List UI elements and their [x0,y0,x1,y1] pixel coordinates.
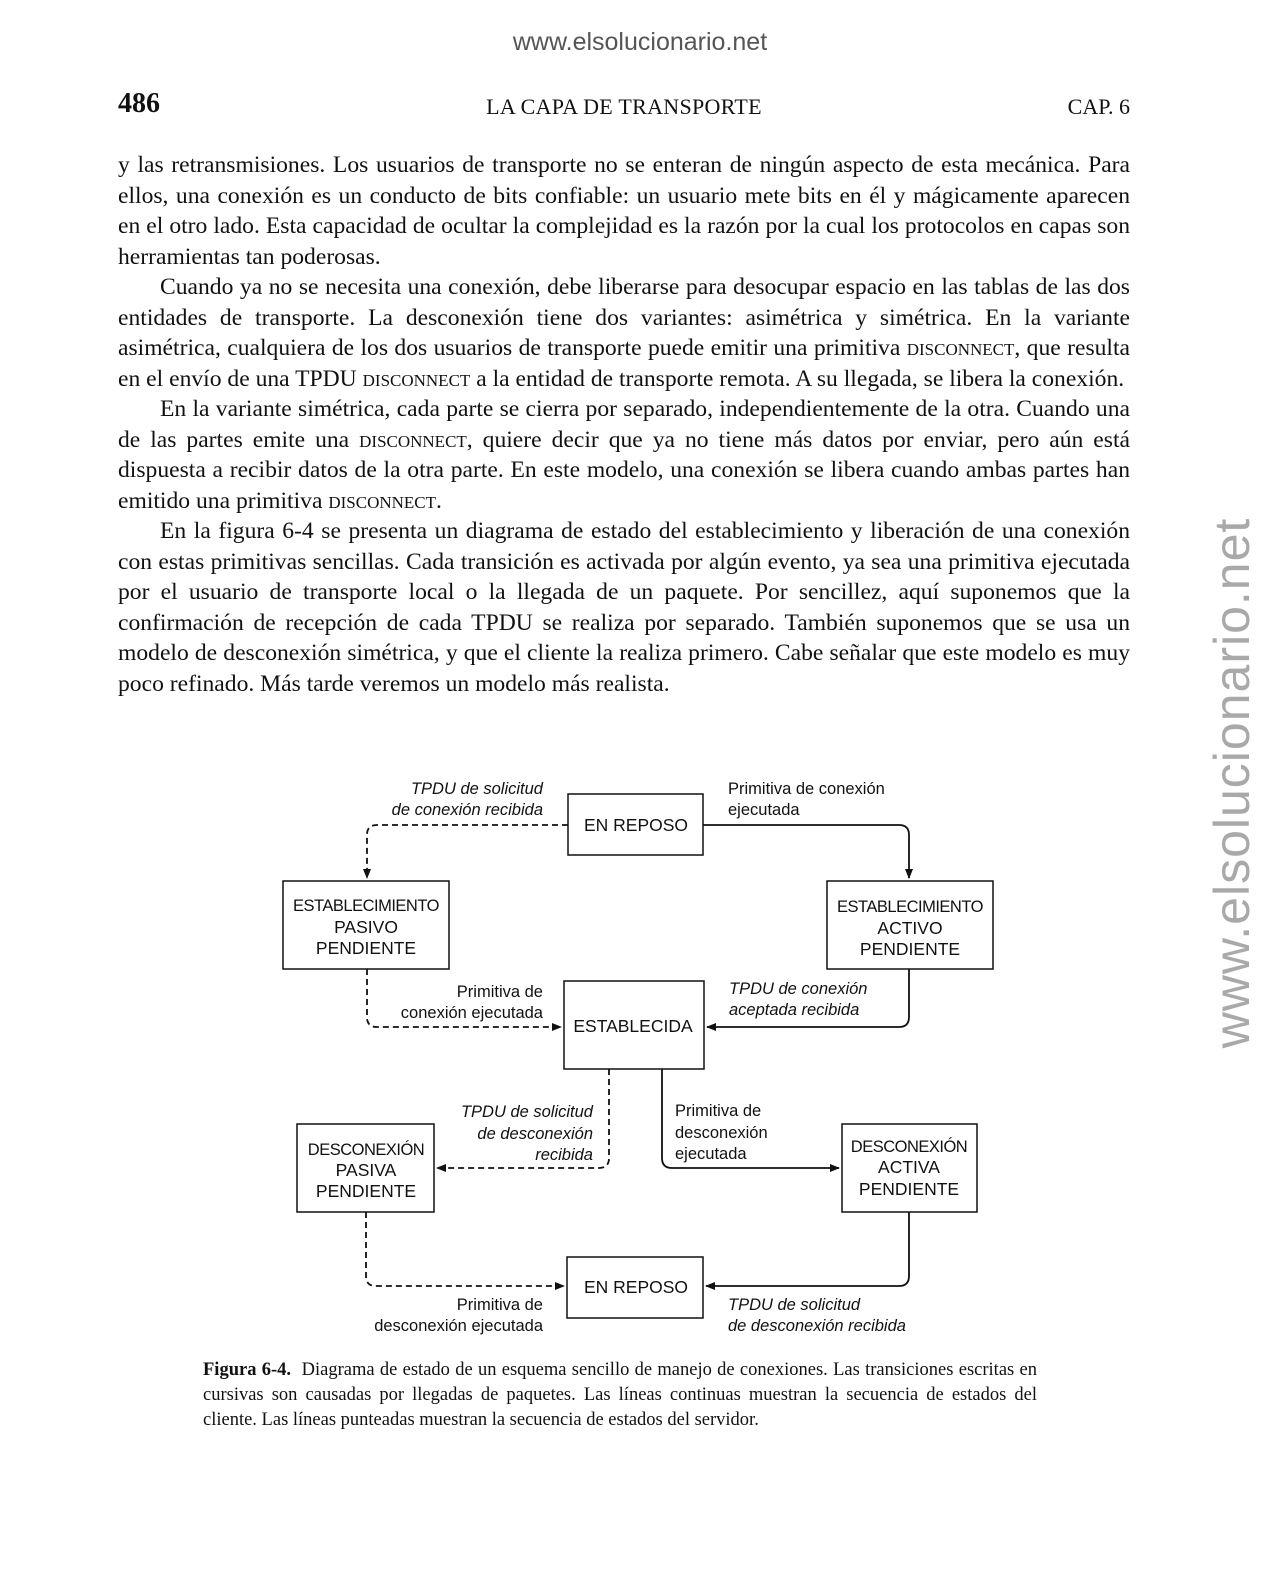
state-active-est-line3: PENDIENTE [859,939,961,959]
state-active-est-line1: ESTABLECIMIENTO [837,898,983,916]
chapter-title: LA CAPA DE TRANSPORTE [486,94,762,119]
paragraph-2: Cuando ya no se necesita una conexión, debe liberarse para desocupar espacio en las tablas de las dos entidades de transporte. La desconexión tiene dos variantes: asimétrica y simétrica. En la variante asimétrica, cualquiera de los dos usuarios de transporte puede emitir una primitiva disconnect, que resulta en el envío de una TPDU disconnect a la entidad de transporte remota. A su llegada, se libera la conexión. [118,274,1131,392]
state-active-disc-line2: ACTIVA [878,1157,940,1177]
paragraph-1: y las retransmisiones. Los usuarios de transporte no se enteran de ningún aspecto de esta mecánica. Para ellos, una conexión es un conducto de bits confiable: un usuario mete bits en él y mágicamente aparecen en el otro lado. Esta capacidad de ocultar la complejidad es la razón por la cual los protocolos en capas son herramientas tan poderosas. [118,152,1130,270]
arrow-conn-prim-exec [703,825,909,878]
arrow-passive-disc-prim [366,1212,564,1286]
smallcaps-term: disconnect [362,365,471,392]
chapter-label: CAP. 6 [1067,94,1130,119]
label-conn-acc-recv-line2: aceptada recibida [729,1001,860,1019]
label-conn-req-recv-line2: de conexión recibida [391,801,543,819]
state-diagram-figure [270,770,1010,1350]
smallcaps-term: disconnect [328,487,437,514]
paragraph-3: En la variante simétrica, cada parte se cierra por separado, independientemente de la otra. Cuando una de las partes emite una disconnect, quiere decir que ya no tiene más datos por enviar, pero aún está dispuesta a recibir datos de la otra parte. En este modelo, una conexión se libera cuando ambas partes han emitido una primitiva disconnect. [118,396,1130,514]
caption-text: Diagrama de estado de un esquema sencillo de manejo de conexiones. Las transiciones escritas en cursivas son causadas por llegadas de paquetes. Las líneas continuas muestran la secuencia de estados del cliente. Las líneas punteadas muestran la secuencia de estados del servidor. [203,1360,1037,1430]
state-idle-bottom: EN REPOSO [583,1277,689,1297]
state-passive-est-line1: ESTABLECIMIENTO [293,897,439,915]
state-established: ESTABLECIDA [573,1016,693,1036]
label-disc-req-recv-line1: TPDU de solicitud [460,1103,593,1121]
label-passive-conn-prim-line1: Primitiva de [456,983,543,1001]
state-active-disc-line1: DESCONEXIÓN [850,1138,968,1156]
caption-label: Figura 6-4. [203,1360,292,1380]
arrow-conn-req-recv [367,825,568,878]
paragraph-4: En la figura 6-4 se presenta un diagrama de estado del establecimiento y liberación de una conexión con estas primitivas sencillas. Cada transición es activada por algún evento, ya sea una primitiva ejecutada por el usuario de transporte local o la llegada de un paquete. Por sencillez, aquí suponemos que la confirmación de recepción de cada TPDU se realiza por separado. También suponemos que se usa un modelo de desconexión simétrica, y que el cliente la realiza primero. Cabe señalar que este modelo es muy poco refinado. Más tarde veremos un modelo más realista. [118,518,1130,697]
state-idle-top: EN REPOSO [583,815,689,835]
state-passive-est-line3: PENDIENTE [315,938,417,958]
state-passive-est-line2: PASIVO [334,917,398,937]
running-head [118,88,1130,122]
label-disc-req-recv-line2: de desconexión [477,1125,593,1143]
body-text [118,150,1130,699]
label-conn-req-recv-line1: TPDU de solicitud [410,780,543,798]
label-disc-prim-exec-line3: ejecutada [675,1145,747,1163]
smallcaps-term: disconnect [906,335,1015,361]
label-disc-req-recv-line3: recibida [535,1146,593,1164]
label-final-disc-recv-line1: TPDU de solicitud [728,1296,861,1314]
state-active-est-line2: ACTIVO [877,918,943,938]
label-final-disc-recv-line2: de desconexión recibida [728,1317,906,1335]
state-passive-disc-line3: PENDIENTE [315,1181,417,1201]
label-passive-disc-prim-line1: Primitiva de [456,1296,543,1314]
label-conn-acc-recv-line1: TPDU de conexión [729,980,868,998]
label-disc-prim-exec-line2: desconexión [675,1124,768,1142]
label-passive-conn-prim-line2: conexión ejecutada [400,1004,543,1022]
state-passive-disc-line1: DESCONEXIÓN [307,1141,425,1159]
label-conn-prim-exec-line2: ejecutada [728,801,800,819]
page-number: 486 [118,88,160,119]
label-disc-prim-exec-line1: Primitiva de [675,1102,762,1120]
smallcaps-term: disconnect [359,426,467,453]
watermark-side: www.elsolucionario.net [1204,517,1260,1049]
watermark-top: www.elsolucionario.net [512,28,768,56]
state-passive-disc-line2: PASIVA [335,1160,397,1180]
label-passive-disc-prim-line2: desconexión ejecutada [374,1317,543,1335]
arrow-final-disc-recv [706,1212,909,1286]
figure-caption [203,1358,1037,1433]
label-conn-prim-exec-line1: Primitiva de conexión [728,780,885,798]
state-diagram [270,770,1010,1345]
state-active-disc-line3: PENDIENTE [858,1179,960,1199]
